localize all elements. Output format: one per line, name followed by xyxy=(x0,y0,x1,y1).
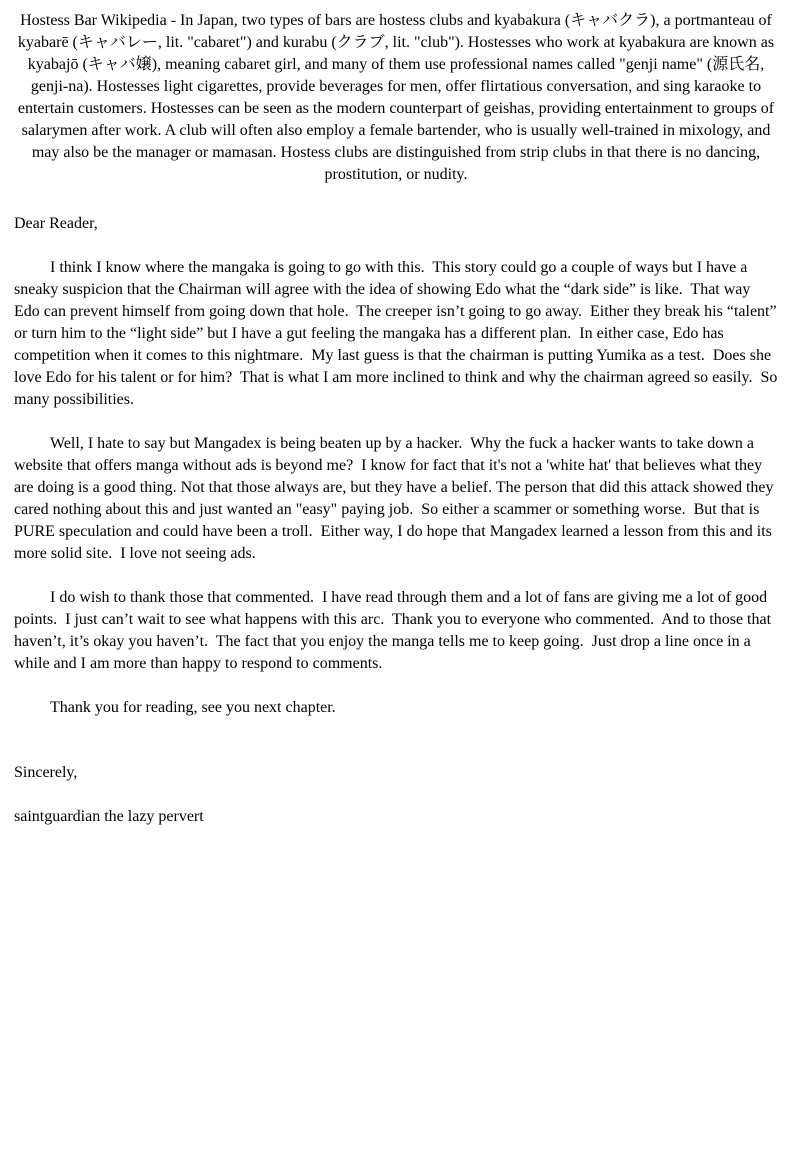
letter-paragraph-1: I think I know where the mangaka is going to go with this. This story could go a couple of ways but I have a sneaky suspicion that the Chairman will agree with the idea of showing Edo what the “dark side” is like. That way Edo can prevent himself from going down that hole. The creeper isn’t going to go away. Either they break his “talent” or turn him to the “light side” but I have a gut feeling the mangaka has a different plan. In either case, Edo has competition when it comes to this nightmare. My last guess is that the chairman is putting Yumika as a test. Does she love Edo for his talent or for him? That is what I am more inclined to think and why the chairman agreed so easily. So many possibilities. xyxy=(14,259,782,408)
closing-line: Thank you for reading, see you next chapter. xyxy=(50,699,336,716)
letter-paragraph-2: Well, I hate to say but Mangadex is being beaten up by a hacker. Why the fuck a hacker wants to take down a website that offers manga without ads is beyond me? I know for fact that it's not a 'white hat' that believes what they are doing is a good thing. Not that those always are, but they have a belief. The person that did this attack showed they cared nothing about this and just wanted an "easy" paying job. So either a scammer or something worse. But that is PURE speculation and could have been a troll. Either way, I do hope that Mangadex learned a lesson from this and its more solid site. I love not seeing ads. xyxy=(14,435,778,562)
letter-paragraph-3: I do wish to thank those that commented. I have read through them and a lot of fans are giving me a lot of good points. I just can’t wait to see what happens with this arc. Thank you to everyone who commented. And to those that haven’t, it’s okay you haven’t. The fact that you enjoy the manga tells me to keep going. Just drop a line once in a while and I am more than happy to respond to comments. xyxy=(14,589,776,672)
signature: saintguardian the lazy pervert xyxy=(14,808,204,825)
signoff: Sincerely, xyxy=(14,764,78,781)
salutation: Dear Reader, xyxy=(14,215,98,232)
intro-paragraph: Hostess Bar Wikipedia - In Japan, two types of bars are hostess clubs and kyabakura (キャバクラ), a portmanteau of kyabarē (キャバレー, lit. "cabaret") and kurabu (クラブ, lit. "club"). Hostesses who work at kyabakura are known as kyabajō (キャバ嬢), meaning cabaret girl, and many of them use professional names called "genji name" (源氏名, genji-na). Hostesses light cigarettes, provide beverages for men, offer flirtatious conversation, and sing karaoke to entertain customers. Hostesses can be seen as the modern counterpart of geishas, providing entertainment to groups of salarymen after work. A club will often also employ a female bartender, who is usually well-trained in mixology, and may also be the manager or mamasan. Hostess clubs are distinguished from strip clubs in that there is no dancing, prostitution, or nudity. xyxy=(17,12,779,183)
